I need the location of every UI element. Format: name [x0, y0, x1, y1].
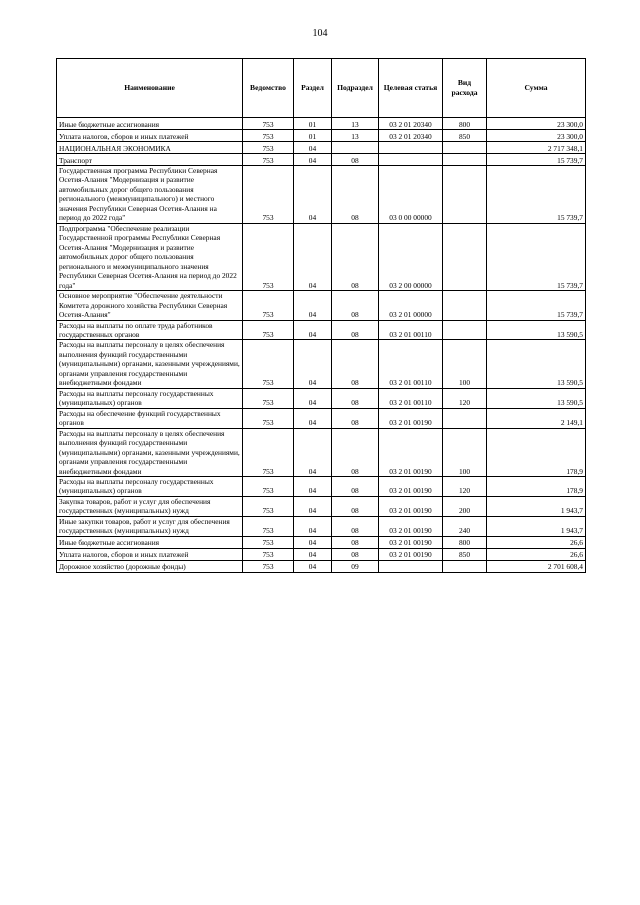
row-target-article: 03 2 01 20340 — [379, 118, 443, 130]
table-row — [57, 320, 586, 340]
table-row — [57, 142, 586, 154]
table-row — [57, 560, 586, 572]
header-subsection: Подраздел — [332, 59, 379, 118]
row-section: 04 — [294, 496, 332, 516]
header-section: Раздел — [294, 59, 332, 118]
table-row — [57, 548, 586, 560]
row-name: Расходы на выплаты по оплате труда работников государственных органов — [57, 320, 243, 340]
budget-table — [56, 58, 586, 573]
row-name: Расходы на выплаты персоналу в целях обеспечения выполнения функций государственными (муниципальными) органами, казенными учреждениями, органами управления государственными внебюджетными фондами — [57, 340, 243, 388]
row-target-article: 03 2 01 00190 — [379, 516, 443, 536]
row-name: Основное мероприятие "Обеспечение деятельности Комитета дорожного хозяйства Республики Северная Осетия-Алания" — [57, 291, 243, 320]
header-target-article: Целевая статья — [379, 59, 443, 118]
row-expense-type: 120 — [443, 477, 487, 497]
row-name: Расходы на выплаты персоналу государственных (муниципальных) органов — [57, 388, 243, 408]
row-subsection: 13 — [332, 118, 379, 130]
row-subsection: 08 — [332, 496, 379, 516]
row-section: 04 — [294, 560, 332, 572]
row-subsection: 08 — [332, 340, 379, 388]
row-department: 753 — [243, 340, 294, 388]
row-section: 01 — [294, 118, 332, 130]
row-name: Подпрограмма "Обеспечение реализации Государственной программы Республики Северная Осетия-Алания "Модернизация и развитие автомобильных дорог общего пользования регионального и межмуниципального значения Республики Северная Осетия-Алания на период до 2022 года" — [57, 223, 243, 290]
table-row — [57, 166, 586, 224]
table-row — [57, 291, 586, 320]
row-target-article: 03 2 01 20340 — [379, 130, 443, 142]
row-department: 753 — [243, 548, 294, 560]
row-target-article: 03 2 01 00190 — [379, 408, 443, 428]
row-name: Расходы на выплаты персоналу в целях обеспечения выполнения функций государственными (муниципальными) органами, казенными учреждениями, органами управления государственными внебюджетными фондами — [57, 428, 243, 476]
row-department: 753 — [243, 560, 294, 572]
row-section: 04 — [294, 223, 332, 290]
row-subsection: 08 — [332, 548, 379, 560]
row-amount: 26,6 — [487, 536, 586, 548]
row-expense-type — [443, 142, 487, 154]
row-amount: 15 739,7 — [487, 223, 586, 290]
row-expense-type: 800 — [443, 536, 487, 548]
row-amount: 15 739,7 — [487, 154, 586, 166]
row-expense-type: 850 — [443, 548, 487, 560]
row-section: 04 — [294, 477, 332, 497]
row-section: 04 — [294, 428, 332, 476]
row-expense-type — [443, 320, 487, 340]
row-name: Расходы на выплаты персоналу государственных (муниципальных) органов — [57, 477, 243, 497]
row-name: Государственная программа Республики Северная Осетия-Алания "Модернизация и развитие автомобильных дорог общего пользования регионального (межмуниципального) и местного значения Республики Северная Осетия-Алания на период до 2022 года" — [57, 166, 243, 224]
row-amount: 178,9 — [487, 428, 586, 476]
page-number: 104 — [312, 28, 328, 39]
row-name: Иные бюджетные ассигнования — [57, 118, 243, 130]
row-amount: 1 943,7 — [487, 496, 586, 516]
row-target-article: 03 2 01 00190 — [379, 548, 443, 560]
row-department: 753 — [243, 130, 294, 142]
row-amount: 13 590,5 — [487, 340, 586, 388]
row-target-article: 03 2 01 00000 — [379, 291, 443, 320]
row-department: 753 — [243, 388, 294, 408]
row-subsection: 08 — [332, 166, 379, 224]
row-section: 04 — [294, 388, 332, 408]
row-subsection: 08 — [332, 291, 379, 320]
row-name: Закупка товаров, работ и услуг для обеспечения государственных (муниципальных) нужд — [57, 496, 243, 516]
row-target-article: 03 2 01 00190 — [379, 496, 443, 516]
row-name: Расходы на обеспечение функций государственных органов — [57, 408, 243, 428]
row-target-article — [379, 154, 443, 166]
row-subsection: 08 — [332, 516, 379, 536]
row-department: 753 — [243, 428, 294, 476]
row-amount: 1 943,7 — [487, 516, 586, 536]
row-subsection: 13 — [332, 130, 379, 142]
table-header-row — [57, 59, 586, 118]
row-amount: 15 739,7 — [487, 166, 586, 224]
header-amount: Сумма — [487, 59, 586, 118]
row-target-article: 03 2 01 00190 — [379, 428, 443, 476]
row-expense-type — [443, 166, 487, 224]
row-department: 753 — [243, 320, 294, 340]
row-expense-type — [443, 223, 487, 290]
row-department: 753 — [243, 496, 294, 516]
row-subsection: 08 — [332, 154, 379, 166]
row-amount: 2 717 348,1 — [487, 142, 586, 154]
table-row — [57, 516, 586, 536]
table-row — [57, 496, 586, 516]
row-department: 753 — [243, 142, 294, 154]
row-subsection: 08 — [332, 477, 379, 497]
row-expense-type: 200 — [443, 496, 487, 516]
row-name: Транспорт — [57, 154, 243, 166]
row-expense-type — [443, 408, 487, 428]
row-name: Дорожное хозяйство (дорожные фонды) — [57, 560, 243, 572]
header-department: Ведомство — [243, 59, 294, 118]
row-target-article — [379, 560, 443, 572]
table-row — [57, 130, 586, 142]
table-row — [57, 154, 586, 166]
row-department: 753 — [243, 166, 294, 224]
row-department: 753 — [243, 536, 294, 548]
row-amount: 13 590,5 — [487, 320, 586, 340]
row-section: 04 — [294, 516, 332, 536]
row-section: 04 — [294, 536, 332, 548]
row-section: 04 — [294, 291, 332, 320]
row-section: 01 — [294, 130, 332, 142]
row-expense-type: 240 — [443, 516, 487, 536]
row-section: 04 — [294, 340, 332, 388]
row-subsection — [332, 142, 379, 154]
row-amount: 178,9 — [487, 477, 586, 497]
row-expense-type — [443, 291, 487, 320]
row-expense-type: 100 — [443, 428, 487, 476]
row-expense-type: 100 — [443, 340, 487, 388]
row-subsection: 08 — [332, 408, 379, 428]
row-name: НАЦИОНАЛЬНАЯ ЭКОНОМИКА — [57, 142, 243, 154]
row-amount: 2 149,1 — [487, 408, 586, 428]
row-amount: 23 300,0 — [487, 130, 586, 142]
row-amount: 23 300,0 — [487, 118, 586, 130]
table-row — [57, 118, 586, 130]
row-section: 04 — [294, 548, 332, 560]
table-row — [57, 408, 586, 428]
table-row — [57, 340, 586, 388]
table-row — [57, 477, 586, 497]
row-name: Уплата налогов, сборов и иных платежей — [57, 548, 243, 560]
row-amount: 13 590,5 — [487, 388, 586, 408]
row-expense-type — [443, 560, 487, 572]
header-expense-type: Вид расхода — [443, 59, 487, 118]
row-name: Иные закупки товаров, работ и услуг для обеспечения государственных (муниципальных) нужд — [57, 516, 243, 536]
row-target-article: 03 2 00 00000 — [379, 223, 443, 290]
row-subsection: 08 — [332, 536, 379, 548]
row-expense-type: 800 — [443, 118, 487, 130]
row-target-article: 03 2 01 00190 — [379, 536, 443, 548]
row-name: Иные бюджетные ассигнования — [57, 536, 243, 548]
table-row — [57, 223, 586, 290]
row-department: 753 — [243, 154, 294, 166]
table-row — [57, 428, 586, 476]
row-section: 04 — [294, 408, 332, 428]
row-department: 753 — [243, 477, 294, 497]
row-subsection: 08 — [332, 428, 379, 476]
row-target-article: 03 0 00 00000 — [379, 166, 443, 224]
table-row — [57, 536, 586, 548]
row-expense-type: 850 — [443, 130, 487, 142]
row-subsection: 08 — [332, 223, 379, 290]
row-amount: 2 701 608,4 — [487, 560, 586, 572]
row-expense-type: 120 — [443, 388, 487, 408]
row-target-article: 03 2 01 00110 — [379, 320, 443, 340]
row-subsection: 08 — [332, 388, 379, 408]
row-department: 753 — [243, 118, 294, 130]
row-department: 753 — [243, 223, 294, 290]
row-department: 753 — [243, 516, 294, 536]
row-section: 04 — [294, 320, 332, 340]
row-target-article: 03 2 01 00110 — [379, 388, 443, 408]
table-row — [57, 388, 586, 408]
row-amount: 26,6 — [487, 548, 586, 560]
row-target-article: 03 2 01 00190 — [379, 477, 443, 497]
row-section: 04 — [294, 166, 332, 224]
row-department: 753 — [243, 408, 294, 428]
row-name: Уплата налогов, сборов и иных платежей — [57, 130, 243, 142]
row-section: 04 — [294, 154, 332, 166]
row-subsection: 08 — [332, 320, 379, 340]
row-section: 04 — [294, 142, 332, 154]
row-target-article — [379, 142, 443, 154]
header-name: Наименование — [57, 59, 243, 118]
row-amount: 15 739,7 — [487, 291, 586, 320]
row-expense-type — [443, 154, 487, 166]
row-subsection: 09 — [332, 560, 379, 572]
row-target-article: 03 2 01 00110 — [379, 340, 443, 388]
row-department: 753 — [243, 291, 294, 320]
